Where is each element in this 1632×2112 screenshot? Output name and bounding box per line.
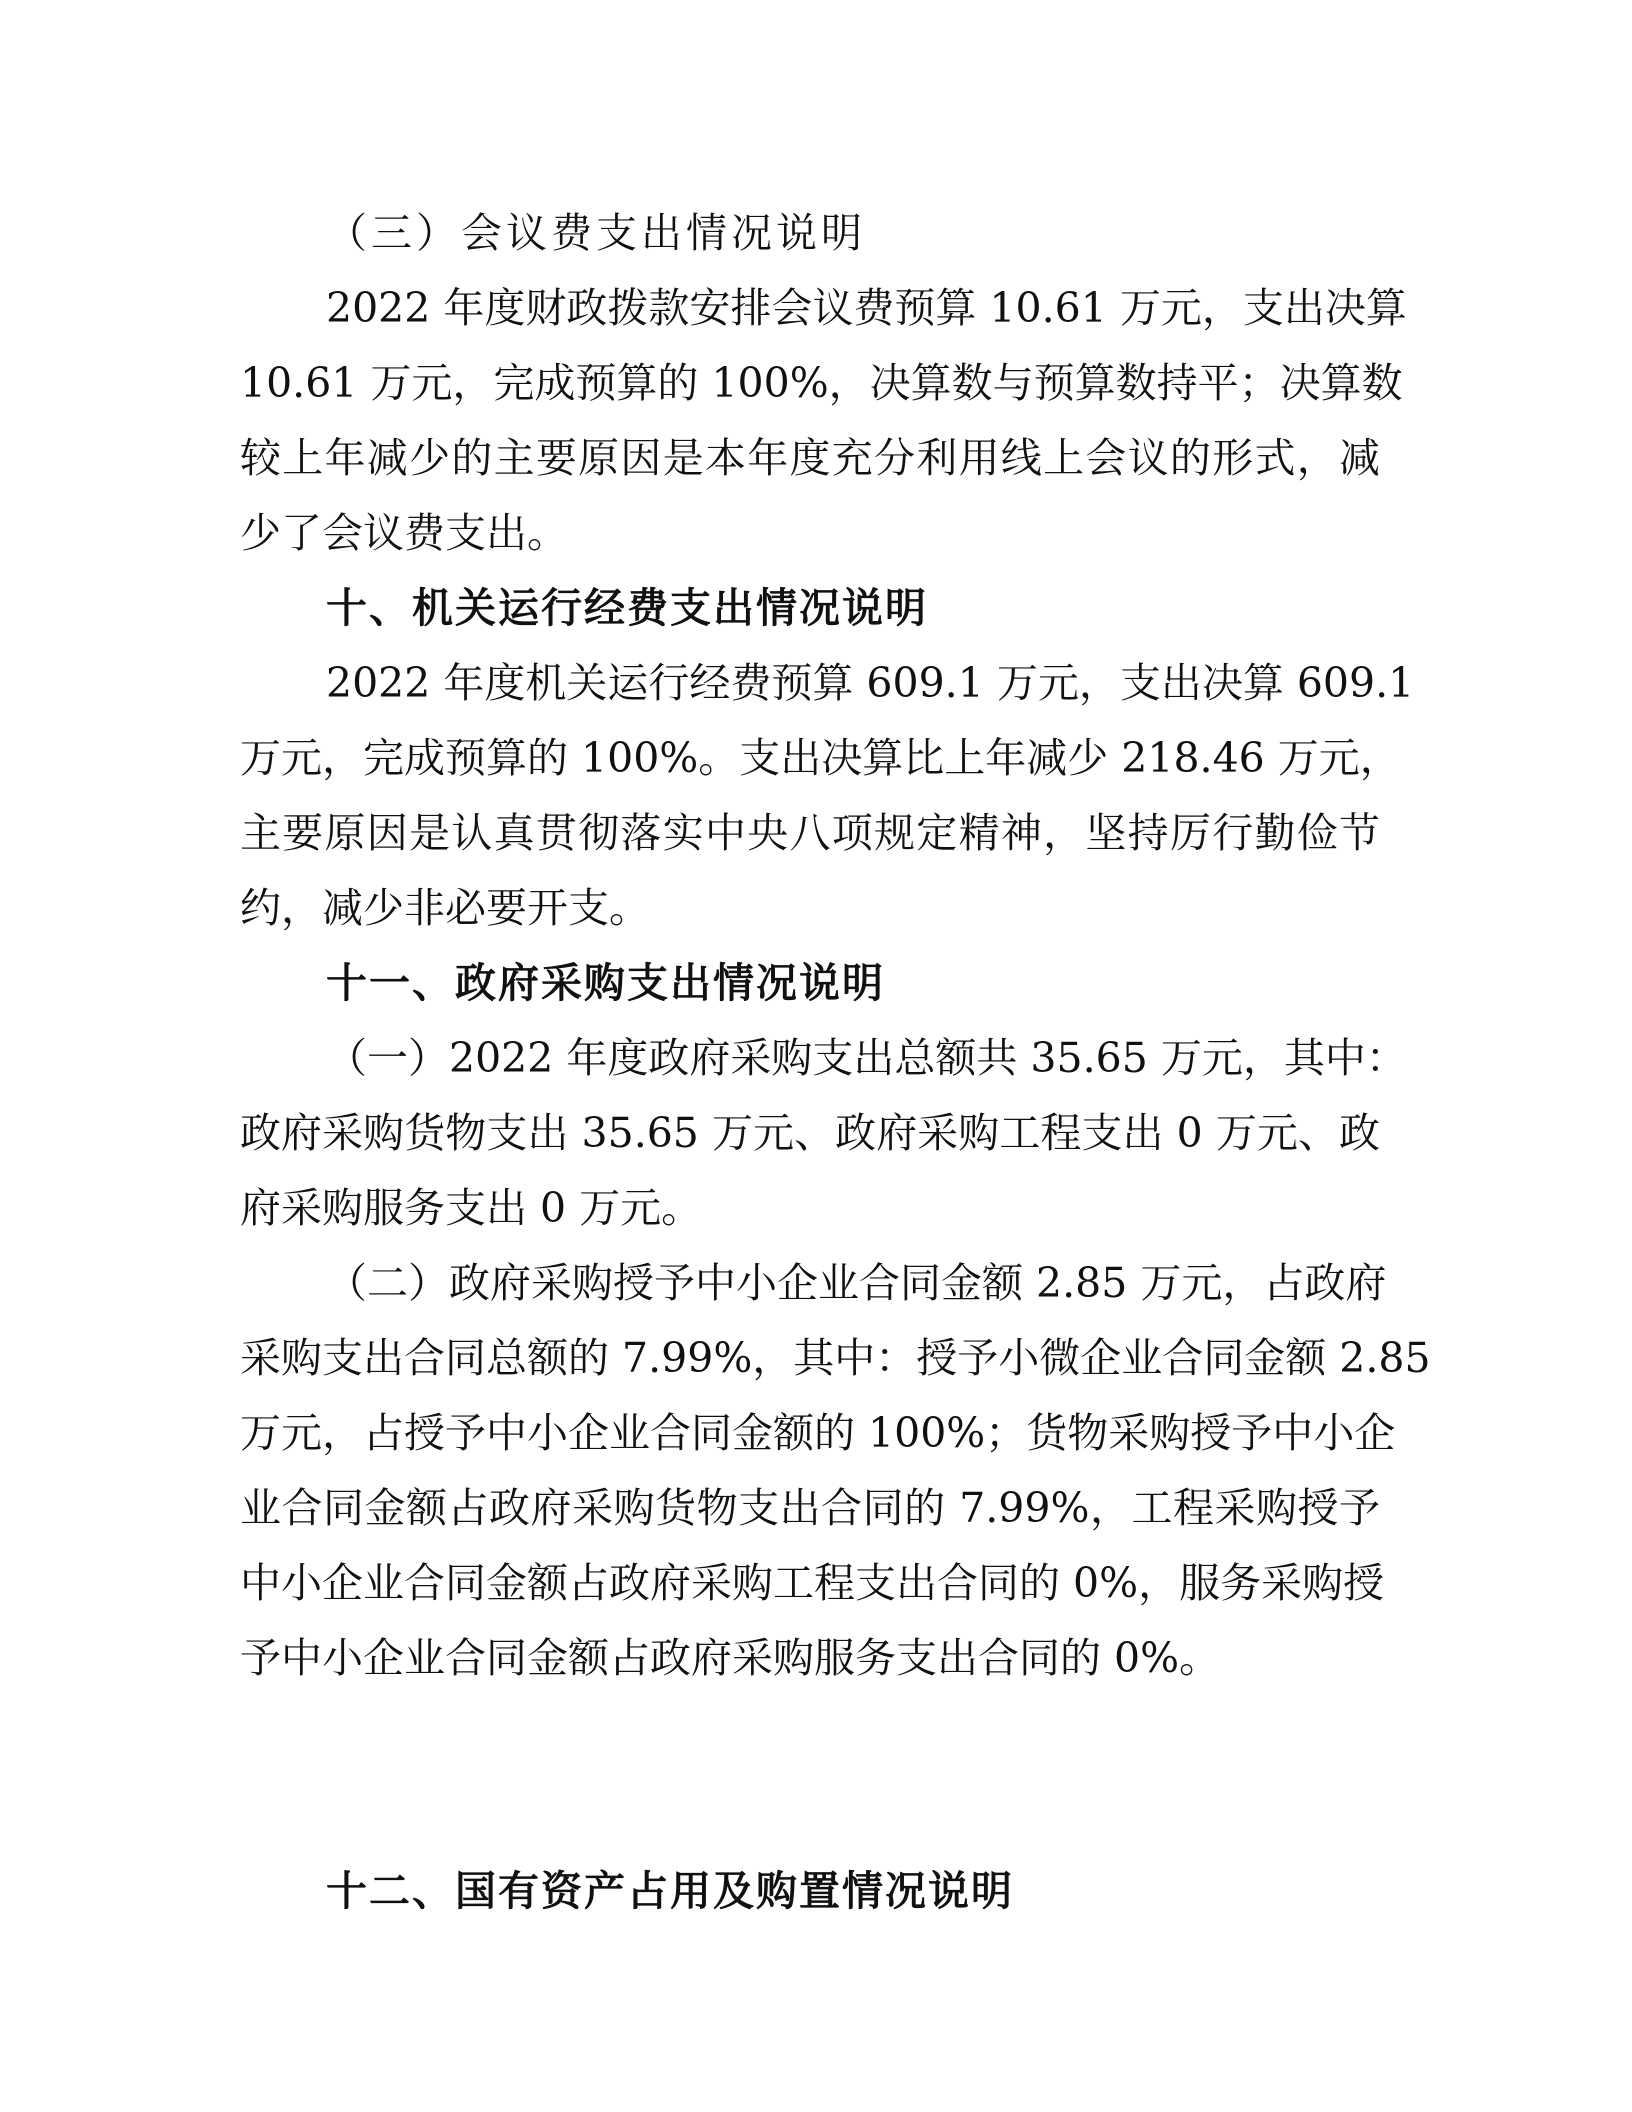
paragraph-line: 较上年减少的主要原因是本年度充分利用线上会议的形式，减 (240, 434, 1380, 482)
paragraph-line: 10.61 万元，完成预算的 100%，决算数与预算数持平；决算数 (240, 359, 1403, 407)
section-12-heading: 十二、国有资产占用及购置情况说明 (326, 1867, 1014, 1915)
paragraph-line: 中小企业合同金额占政府采购工程支出合同的 0%，服务采购授 (240, 1559, 1385, 1607)
paragraph-line: 采购支出合同总额的 7.99%，其中：授予小微企业合同金额 2.85 (240, 1334, 1431, 1382)
paragraph-line: 少了会议费支出。 (240, 509, 568, 557)
paragraph-line: 万元，占授予中小企业合同金额的 100%；货物采购授予中小企 (240, 1409, 1396, 1457)
section-11-heading: 十一、政府采购支出情况说明 (326, 959, 885, 1007)
paragraph-line: （一）2022 年度政府采购支出总额共 35.65 万元，其中： (326, 1034, 1407, 1082)
paragraph-line: 府采购服务支出 0 万元。 (240, 1184, 703, 1232)
paragraph-line: 政府采购货物支出 35.65 万元、政府采购工程支出 0 万元、政 (240, 1109, 1380, 1157)
paragraph-line: 主要原因是认真贯彻落实中央八项规定精神，坚持厉行勤俭节 (240, 809, 1380, 857)
paragraph-line: 2022 年度机关运行经费预算 609.1 万元，支出决算 609.1 (326, 659, 1415, 707)
section-10-heading: 十、机关运行经费支出情况说明 (326, 584, 928, 632)
paragraph-line: 予中小企业合同金额占政府采购服务支出合同的 0%。 (240, 1634, 1221, 1682)
paragraph-line: 约，减少非必要开支。 (240, 884, 650, 932)
paragraph-line: 万元，完成预算的 100%。支出决算比上年减少 218.46 万元， (240, 734, 1401, 782)
section-3-heading: （三）会议费支出情况说明 (326, 209, 866, 257)
paragraph-line: 业合同金额占政府采购货物支出合同的 7.99%，工程采购授予 (240, 1484, 1380, 1532)
paragraph-line: 2022 年度财政拨款安排会议费预算 10.61 万元，支出决算 (326, 284, 1407, 332)
paragraph-line: （二）政府采购授予中小企业合同金额 2.85 万元，占政府 (326, 1259, 1387, 1307)
